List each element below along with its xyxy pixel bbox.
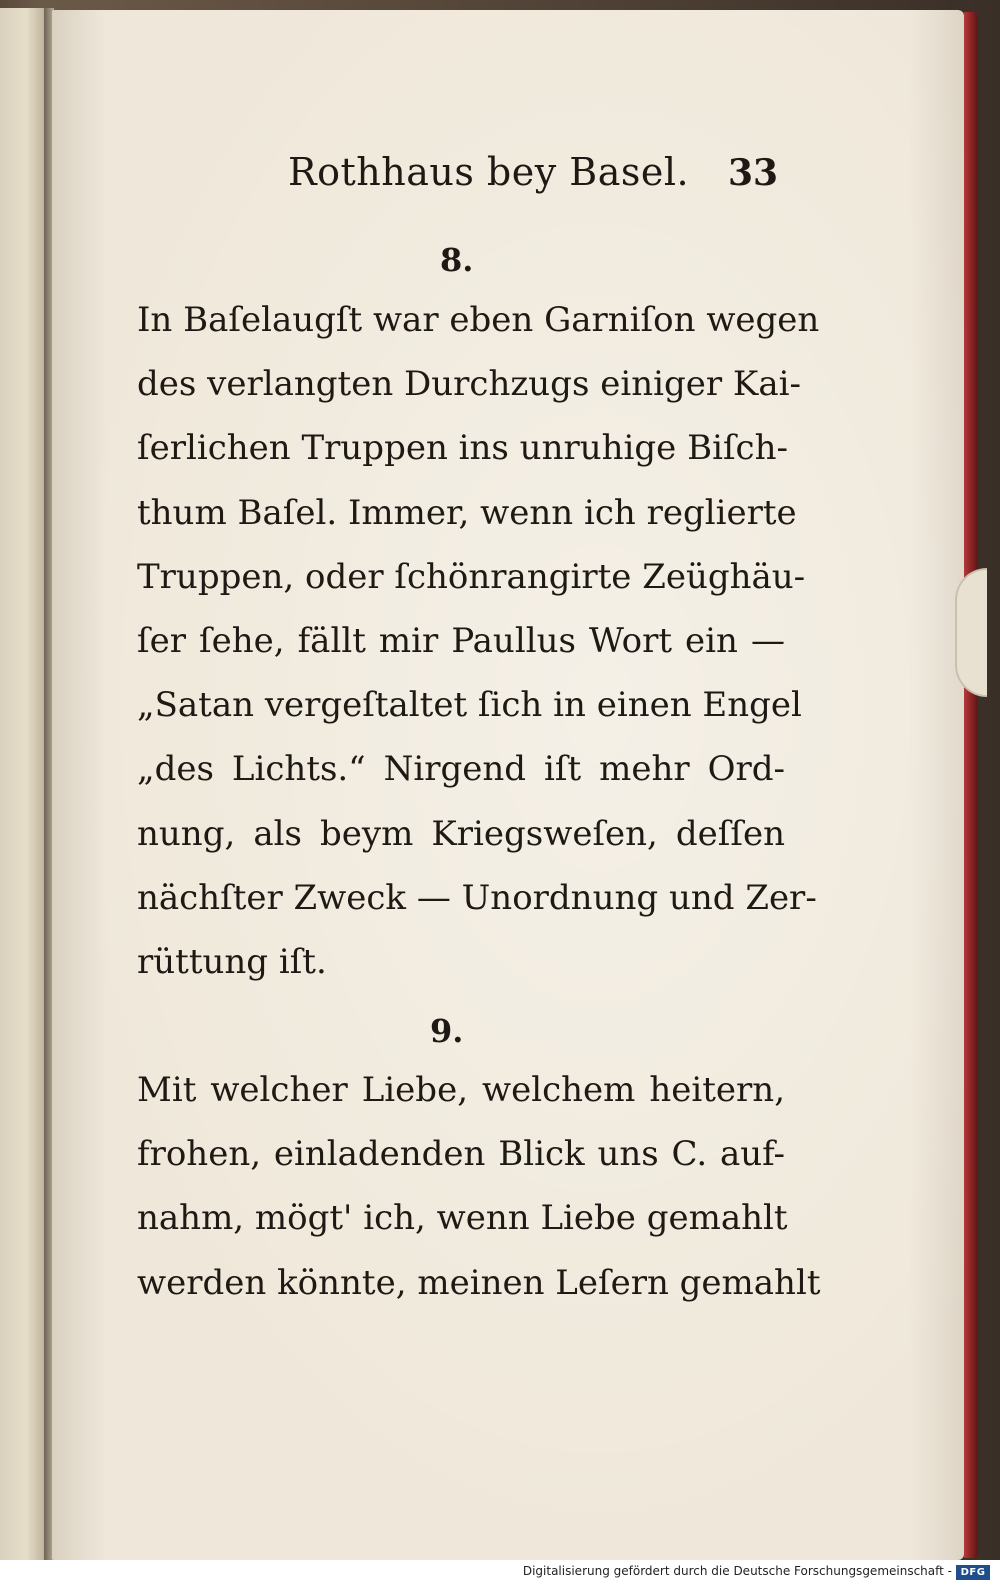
text-line: nung, als beym Kriegsweſen, deſſen bbox=[137, 813, 785, 854]
text-line: werden könnte, meinen Leſern gemahlt bbox=[137, 1262, 821, 1303]
section-number-9: 9. bbox=[430, 1012, 464, 1050]
text-line: „Satan vergeſtaltet ſich in einen Engel bbox=[137, 685, 802, 726]
dfg-logo: DFG bbox=[956, 1565, 990, 1580]
page-edge-red bbox=[964, 12, 978, 1558]
page-header bbox=[288, 150, 788, 200]
section-9-text bbox=[137, 1058, 821, 1315]
running-title: Rothhaus bey Basel. bbox=[288, 150, 690, 194]
section-number-8: 8. bbox=[440, 241, 474, 279]
text-line: rüttung iſt. bbox=[137, 941, 327, 982]
text-line: des verlangten Durchzugs einiger Kai- bbox=[137, 364, 801, 405]
text-line: ſer ſehe, fällt mir Paullus Wort ein — bbox=[137, 620, 785, 661]
footer-credit: Digitalisierung gefördert durch die Deutsche Forschungsgemeinschaft - bbox=[522, 1564, 952, 1578]
text-line: Truppen, oder ſchönrangirte Zeüghäu- bbox=[137, 556, 806, 597]
section-8-text bbox=[137, 288, 820, 994]
page-number: 33 bbox=[728, 152, 779, 194]
digitization-footer bbox=[0, 1560, 1000, 1585]
text-line: nächſter Zweck — Unordnung und Zer- bbox=[137, 877, 817, 918]
text-line: nahm, mögt' ich, wenn Liebe gemahlt bbox=[137, 1198, 788, 1239]
text-line: „des Lichts.“ Nirgend iſt mehr Ord- bbox=[137, 749, 785, 790]
text-line: Mit welcher Liebe, welchem heitern, bbox=[137, 1070, 785, 1110]
text-line: thum Baſel. Immer, wenn ich reglierte bbox=[137, 492, 797, 533]
text-line: In Baſelaugſt war eben Garniſon wegen bbox=[137, 300, 820, 340]
facing-page-edge bbox=[0, 8, 46, 1560]
text-line: frohen, einladenden Blick uns C. auf- bbox=[137, 1134, 785, 1175]
page-notch bbox=[955, 568, 987, 697]
text-line: ſerlichen Truppen ins unruhige Biſch- bbox=[137, 428, 788, 469]
